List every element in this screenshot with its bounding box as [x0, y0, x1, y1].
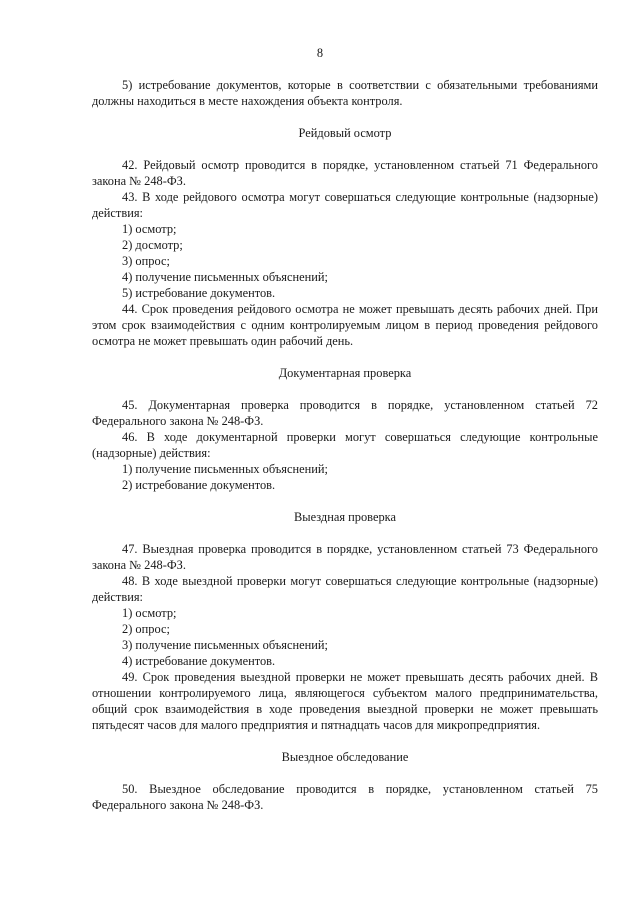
- spacer: [92, 141, 598, 157]
- list-item: 1) осмотр;: [122, 222, 177, 236]
- list-item: 3) получение письменных объяснений;: [122, 638, 328, 652]
- paragraph: 48. В ходе выездной проверки могут совершаться следующие контрольные (надзорные) действия:: [92, 574, 598, 604]
- paragraph: 42. Рейдовый осмотр проводится в порядке, установленном статьей 71 Федерального закона № 248-ФЗ.: [92, 158, 598, 188]
- paragraph: 46. В ходе документарной проверки могут совершаться следующие контрольные (надзорные) действия:: [92, 430, 598, 460]
- list-item: 1) получение письменных объяснений;: [122, 462, 328, 476]
- list-item: 2) истребование документов.: [122, 478, 276, 492]
- spacer: [92, 733, 598, 749]
- spacer: [92, 381, 598, 397]
- section-heading: Выездное обследование: [281, 750, 409, 764]
- paragraph: 45. Документарная проверка проводится в порядке, установленном статьей 72 Федерального закона № 248-ФЗ.: [92, 398, 598, 428]
- paragraph: 43. В ходе рейдового осмотра могут совершаться следующие контрольные (надзорные) действия:: [92, 190, 598, 220]
- paragraph: 47. Выездная проверка проводится в порядке, установленном статьей 73 Федерального закона № 248-ФЗ.: [92, 542, 598, 572]
- paragraph: 49. Срок проведения выездной проверки не может превышать десять рабочих дней. В отношении контролируемого лица, являющегося субъектом малого предпринимательства, общий срок взаимодействия в ходе проведения выездной проверки не может превышать пятьдесят часов для малого предприятия и пятнадцать часов для микропредприятия.: [92, 670, 598, 732]
- paragraph: 50. Выездное обследование проводится в порядке, установленном статьей 75 Федерального закона № 248-ФЗ.: [92, 782, 598, 812]
- spacer: [92, 349, 598, 365]
- page-number: 8: [316, 46, 324, 60]
- section-heading: Выездная проверка: [294, 510, 396, 524]
- paragraph: 44. Срок проведения рейдового осмотра не может превышать десять рабочих дней. При этом срок взаимодействия с одним контролируемым лицом в период проведения рейдового осмотра не может превышать один рабочий день.: [92, 302, 598, 348]
- spacer: [92, 493, 598, 509]
- spacer: [92, 765, 598, 781]
- list-item: 4) получение письменных объяснений;: [122, 270, 328, 284]
- list-item: 5) истребование документов.: [122, 286, 276, 300]
- document-body: [92, 77, 598, 813]
- list-item: 4) истребование документов.: [122, 654, 276, 668]
- spacer: [92, 525, 598, 541]
- list-item: 2) опрос;: [122, 622, 170, 636]
- list-item: 3) опрос;: [122, 254, 170, 268]
- section-heading: Документарная проверка: [278, 366, 412, 380]
- section-heading: Рейдовый осмотр: [298, 126, 392, 140]
- paragraph: 5) истребование документов, которые в соответствии с обязательными требованиями должны находиться в месте нахождения объекта контроля.: [92, 78, 598, 108]
- spacer: [92, 109, 598, 125]
- list-item: 1) осмотр;: [122, 606, 177, 620]
- list-item: 2) досмотр;: [122, 238, 183, 252]
